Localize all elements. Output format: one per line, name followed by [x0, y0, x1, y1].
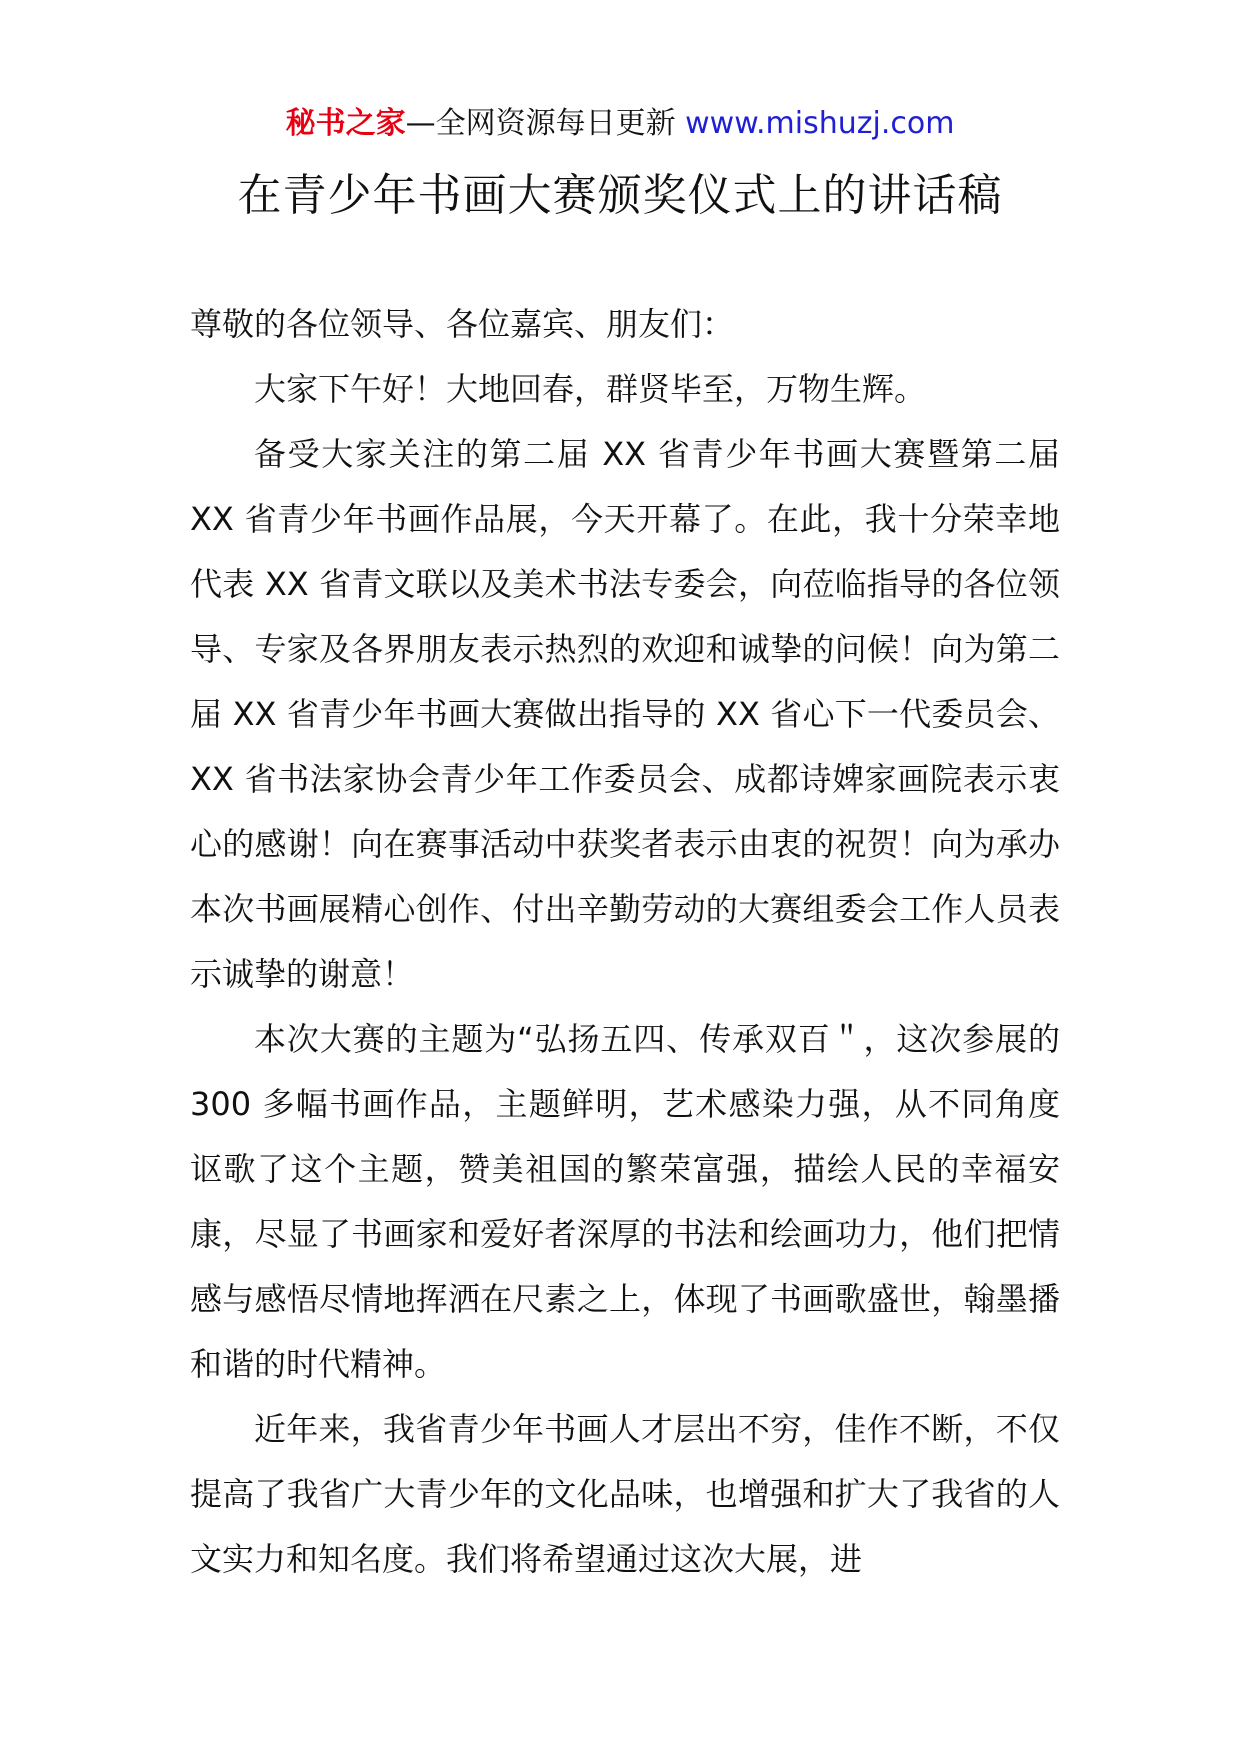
brand-name: 秘书之家	[285, 106, 406, 141]
site-url-link[interactable]: www.mishuzj.com	[685, 106, 955, 141]
paragraph-theme: 本次大赛的主题为“弘扬五四、传承双百＂，这次参展的 300 多幅书画作品，主题鲜明，艺术感染力强，从不同角度讴歌了这个主题，赞美祖国的繁荣富强，描绘人民的幸福安康，尽显了书画家和爱好者深厚的书法和绘画功力，他们把情感与感悟尽情地挥洒在尺素之上，体现了书画歌盛世，翰墨播和谐的时代精神。	[190, 1020, 1060, 1383]
header-tagline: —全网资源每日更新	[405, 106, 676, 141]
paragraph-recent-years: 近年来，我省青少年书画人才层出不穷，佳作不断，不仅提高了我省广大青少年的文化品味，也增强和扩大了我省的人文实力和知名度。我们将希望通过这次大展，进	[190, 1410, 1060, 1578]
paragraph-opening: 备受大家关注的第二届 XX 省青少年书画大赛暨第二届 XX 省青少年书画作品展，今天开幕了。在此，我十分荣幸地代表 XX 省青文联以及美术书法专委会，向莅临指导的各位领导、专家及各界朋友表示热烈的欢迎和诚挚的问候！向为第二届 XX 省青少年书画大赛做出指导的 XX 省心下一代委员会、XX 省书法家协会青少年工作委员会、成都诗婢家画院表示衷心的感谢！向在赛事活动中获奖者表示由衷的祝贺！向为承办本次书画展精心创作、付出辛勤劳动的大赛组委会工作人员表示诚挚的谢意！	[190, 435, 1060, 993]
salutation: 尊敬的各位领导、各位嘉宾、朋友们：	[190, 305, 735, 343]
document-title: 在青少年书画大赛颁奖仪式上的讲话稿	[237, 170, 1003, 221]
site-header	[0, 104, 1240, 144]
header-spacer	[676, 106, 686, 141]
paragraph-greeting: 大家下午好！大地回春，群贤毕至，万物生辉。	[254, 370, 927, 408]
document-body	[190, 292, 1060, 1592]
